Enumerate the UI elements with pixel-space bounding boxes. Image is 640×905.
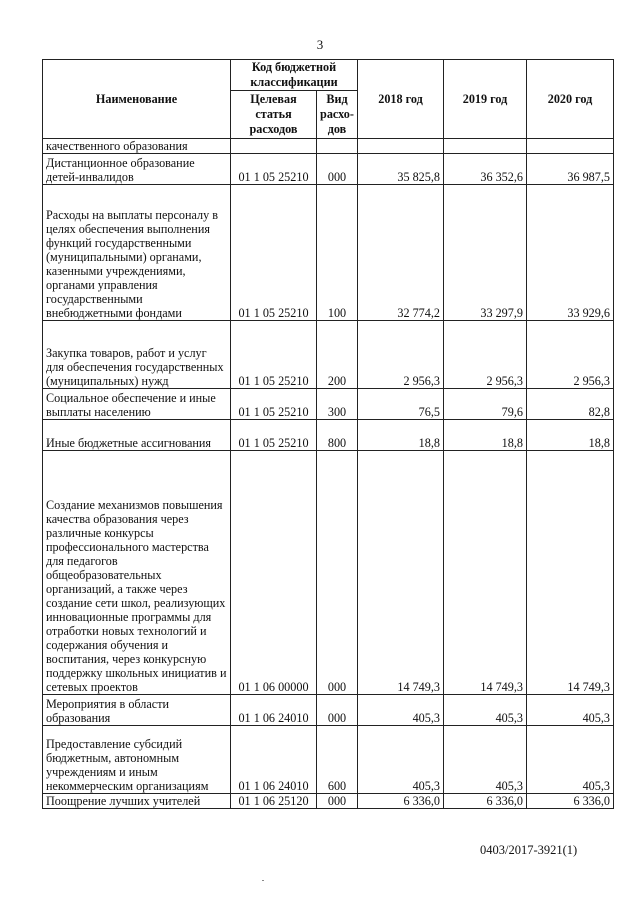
row-expense-type: 800 — [317, 420, 358, 451]
row-name: Дистанционное образование детей-инвалидов — [43, 154, 231, 185]
budget-table — [42, 59, 614, 809]
row-value-2018: 18,8 — [358, 420, 444, 451]
row-value-2018: 6 336,0 — [358, 794, 444, 809]
row-target-article: 01 1 06 24010 — [231, 726, 317, 794]
header-year-2018: 2018 год — [358, 60, 444, 139]
row-value-2020: 18,8 — [527, 420, 614, 451]
row-value-2020: 405,3 — [527, 726, 614, 794]
row-target-article: 01 1 05 25210 — [231, 420, 317, 451]
row-value-2019: 405,3 — [444, 695, 527, 726]
table-row — [43, 451, 614, 695]
row-expense-type: 000 — [317, 794, 358, 809]
row-value-2020: 2 956,3 — [527, 321, 614, 389]
row-value-2019 — [444, 139, 527, 154]
row-value-2020: 36 987,5 — [527, 154, 614, 185]
row-target-article: 01 1 05 25210 — [231, 185, 317, 321]
row-expense-type: 200 — [317, 321, 358, 389]
header-year-2020: 2020 год — [527, 60, 614, 139]
row-expense-type: 000 — [317, 154, 358, 185]
header-expense-type: Вид расхо-дов — [317, 91, 358, 139]
header-name: Наименование — [43, 60, 231, 139]
row-name: Закупка товаров, работ и услуг для обеспечения государственных (муниципальных) нужд — [43, 321, 231, 389]
table-row — [43, 794, 614, 809]
row-expense-type — [317, 139, 358, 154]
row-value-2019: 405,3 — [444, 726, 527, 794]
header-target-article: Целевая статья расходов — [231, 91, 317, 139]
row-expense-type: 300 — [317, 389, 358, 420]
row-expense-type: 100 — [317, 185, 358, 321]
row-value-2019: 33 297,9 — [444, 185, 527, 321]
table-row — [43, 154, 614, 185]
row-name: Иные бюджетные ассигнования — [43, 420, 231, 451]
row-value-2018: 2 956,3 — [358, 321, 444, 389]
table-row — [43, 726, 614, 794]
row-value-2020: 82,8 — [527, 389, 614, 420]
row-value-2019: 79,6 — [444, 389, 527, 420]
row-value-2019: 18,8 — [444, 420, 527, 451]
row-target-article: 01 1 05 25210 — [231, 321, 317, 389]
row-value-2018: 14 749,3 — [358, 451, 444, 695]
row-value-2018: 405,3 — [358, 726, 444, 794]
row-value-2018: 32 774,2 — [358, 185, 444, 321]
row-value-2020: 405,3 — [527, 695, 614, 726]
header-budget-code: Код бюджетной классификации — [231, 60, 358, 91]
scan-speck — [262, 880, 264, 881]
row-target-article: 01 1 06 25120 — [231, 794, 317, 809]
table-row — [43, 695, 614, 726]
table-body — [43, 139, 614, 809]
row-value-2018: 35 825,8 — [358, 154, 444, 185]
row-value-2020: 6 336,0 — [527, 794, 614, 809]
row-name: Создание механизмов повышения качества образования через различные конкурсы профессионального мастерства для педагогов общеобразовательных организаций, а также через создание сети школ, реализующих инновационные программы для отработки новых технологий и содержания обучения и воспитания, через конкурсную поддержку школьных инициатив и сетевых проектов — [43, 451, 231, 695]
page-number: 3 — [316, 37, 324, 52]
row-value-2018 — [358, 139, 444, 154]
row-value-2020 — [527, 139, 614, 154]
row-target-article — [231, 139, 317, 154]
row-value-2019: 14 749,3 — [444, 451, 527, 695]
document-number: 0403/2017-3921(1) — [480, 843, 578, 857]
row-target-article: 01 1 06 00000 — [231, 451, 317, 695]
row-name: Расходы на выплаты персоналу в целях обеспечения выполнения функций государственными (муниципальными) органами, казенными учреждениями, органами управления государственными внебюджетными фондами — [43, 185, 231, 321]
table-row — [43, 185, 614, 321]
row-value-2020: 14 749,3 — [527, 451, 614, 695]
row-expense-type: 600 — [317, 726, 358, 794]
row-target-article: 01 1 05 25210 — [231, 154, 317, 185]
row-value-2018: 405,3 — [358, 695, 444, 726]
row-expense-type: 000 — [317, 451, 358, 695]
row-target-article: 01 1 06 24010 — [231, 695, 317, 726]
row-value-2019: 36 352,6 — [444, 154, 527, 185]
row-target-article: 01 1 05 25210 — [231, 389, 317, 420]
table-row — [43, 389, 614, 420]
row-expense-type: 000 — [317, 695, 358, 726]
row-name: Поощрение лучших учителей — [43, 794, 231, 809]
row-name: качественного образования — [43, 139, 231, 154]
row-name: Предоставление субсидий бюджетным, автономным учреждениям и иным некоммерческим организациям — [43, 726, 231, 794]
row-value-2018: 76,5 — [358, 389, 444, 420]
header-year-2019: 2019 год — [444, 60, 527, 139]
row-value-2019: 2 956,3 — [444, 321, 527, 389]
row-value-2019: 6 336,0 — [444, 794, 527, 809]
row-name: Мероприятия в области образования — [43, 695, 231, 726]
table-row — [43, 420, 614, 451]
table-row — [43, 139, 614, 154]
table-row — [43, 321, 614, 389]
row-name: Социальное обеспечение и иные выплаты населению — [43, 389, 231, 420]
row-value-2020: 33 929,6 — [527, 185, 614, 321]
